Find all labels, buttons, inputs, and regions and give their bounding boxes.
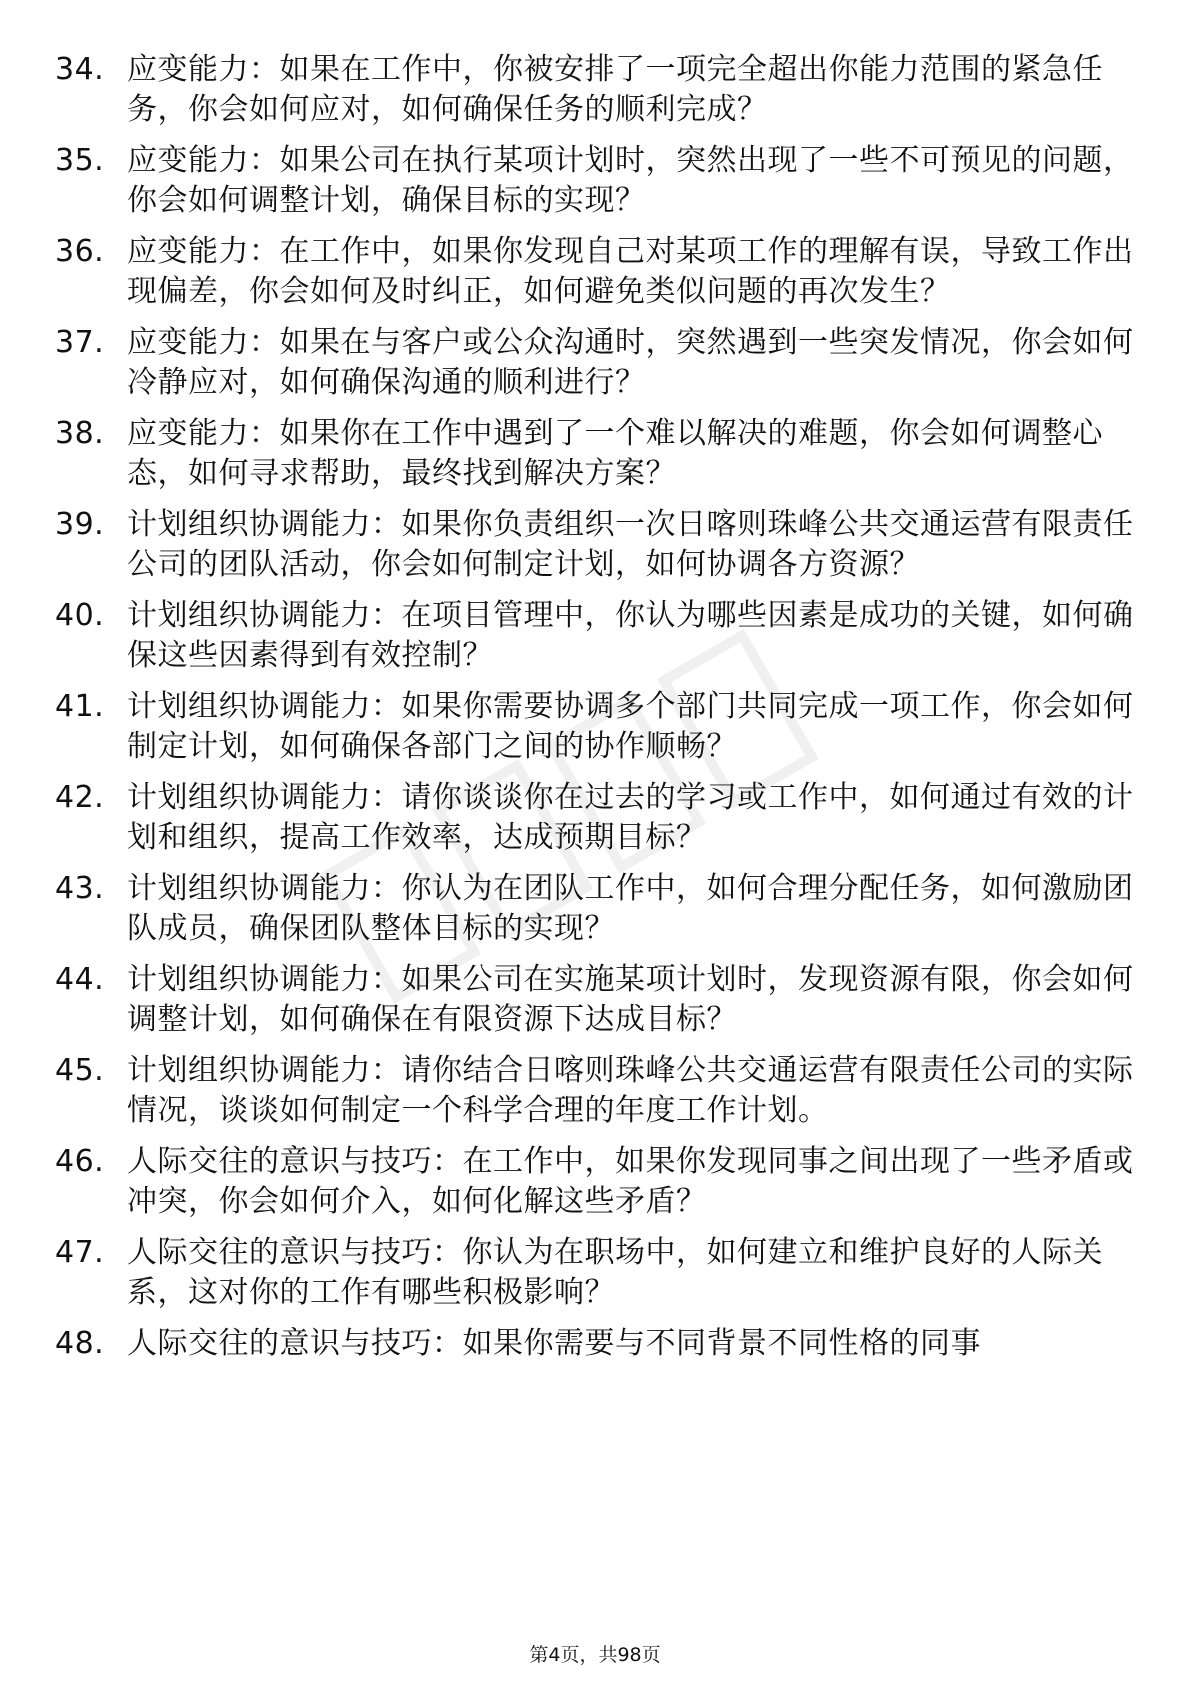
question-number: 42.	[55, 780, 105, 815]
question-item	[55, 232, 1135, 312]
page-footer: 第4页，共98页	[529, 1644, 661, 1666]
question-item	[55, 505, 1135, 585]
question-text: 应变能力：如果你在工作中遇到了一个难以解决的难题，你会如何调整心态，如何寻求帮助，最终找到解决方案？	[127, 416, 1103, 491]
question-text: 人际交往的意识与技巧：如果你需要与不同背景不同性格的同事	[127, 1326, 981, 1361]
question-number: 45.	[55, 1053, 105, 1088]
question-item	[55, 414, 1135, 494]
question-number: 37.	[55, 325, 105, 360]
question-item	[55, 596, 1135, 676]
question-number: 34.	[55, 52, 105, 87]
question-text: 计划组织协调能力：如果你需要协调多个部门共同完成一项工作，你会如何制定计划，如何确保各部门之间的协作顺畅？	[127, 689, 1134, 764]
question-number: 43.	[55, 871, 105, 906]
question-number: 36.	[55, 234, 105, 269]
question-text: 计划组织协调能力：如果你负责组织一次日喀则珠峰公共交通运营有限责任公司的团队活动，你会如何制定计划，如何协调各方资源？	[127, 507, 1134, 582]
question-item	[55, 869, 1135, 949]
question-item	[55, 960, 1135, 1040]
question-number: 44.	[55, 962, 105, 997]
question-item	[55, 687, 1135, 767]
question-text: 应变能力：在工作中，如果你发现自己对某项工作的理解有误，导致工作出现偏差，你会如何及时纠正，如何避免类似问题的再次发生？	[127, 234, 1134, 309]
question-text: 计划组织协调能力：你认为在团队工作中，如何合理分配任务，如何激励团队成员，确保团队整体目标的实现？	[127, 871, 1134, 946]
question-number: 47.	[55, 1235, 105, 1270]
question-number: 48.	[55, 1326, 105, 1361]
question-item	[55, 323, 1135, 403]
question-text: 计划组织协调能力：在项目管理中，你认为哪些因素是成功的关键，如何确保这些因素得到有效控制？	[127, 598, 1134, 673]
question-text: 应变能力：如果在工作中，你被安排了一项完全超出你能力范围的紧急任务，你会如何应对，如何确保任务的顺利完成？	[127, 52, 1103, 127]
question-item	[55, 778, 1135, 858]
question-number: 38.	[55, 416, 105, 451]
question-text: 应变能力：如果公司在执行某项计划时，突然出现了一些不可预见的问题，你会如何调整计划，确保目标的实现？	[127, 143, 1134, 218]
question-item	[55, 1142, 1135, 1222]
question-text: 应变能力：如果在与客户或公众沟通时，突然遇到一些突发情况，你会如何冷静应对，如何确保沟通的顺利进行？	[127, 325, 1134, 400]
question-number: 41.	[55, 689, 105, 724]
question-item	[55, 1324, 1135, 1364]
question-text: 人际交往的意识与技巧：你认为在职场中，如何建立和维护良好的人际关系，这对你的工作有哪些积极影响？	[127, 1235, 1103, 1310]
question-text: 人际交往的意识与技巧：在工作中，如果你发现同事之间出现了一些矛盾或冲突，你会如何介入，如何化解这些矛盾？	[127, 1144, 1134, 1219]
question-number: 39.	[55, 507, 105, 542]
question-item	[55, 1051, 1135, 1131]
question-item	[55, 1233, 1135, 1313]
question-number: 40.	[55, 598, 105, 633]
question-list	[55, 50, 1135, 1375]
question-item	[55, 50, 1135, 130]
question-text: 计划组织协调能力：请你结合日喀则珠峰公共交通运营有限责任公司的实际情况，谈谈如何制定一个科学合理的年度工作计划。	[127, 1053, 1134, 1128]
question-number: 46.	[55, 1144, 105, 1179]
question-text: 计划组织协调能力：请你谈谈你在过去的学习或工作中，如何通过有效的计划和组织，提高工作效率，达成预期目标？	[127, 780, 1134, 855]
question-number: 35.	[55, 143, 105, 178]
question-item	[55, 141, 1135, 221]
question-text: 计划组织协调能力：如果公司在实施某项计划时，发现资源有限，你会如何调整计划，如何确保在有限资源下达成目标？	[127, 962, 1134, 1037]
